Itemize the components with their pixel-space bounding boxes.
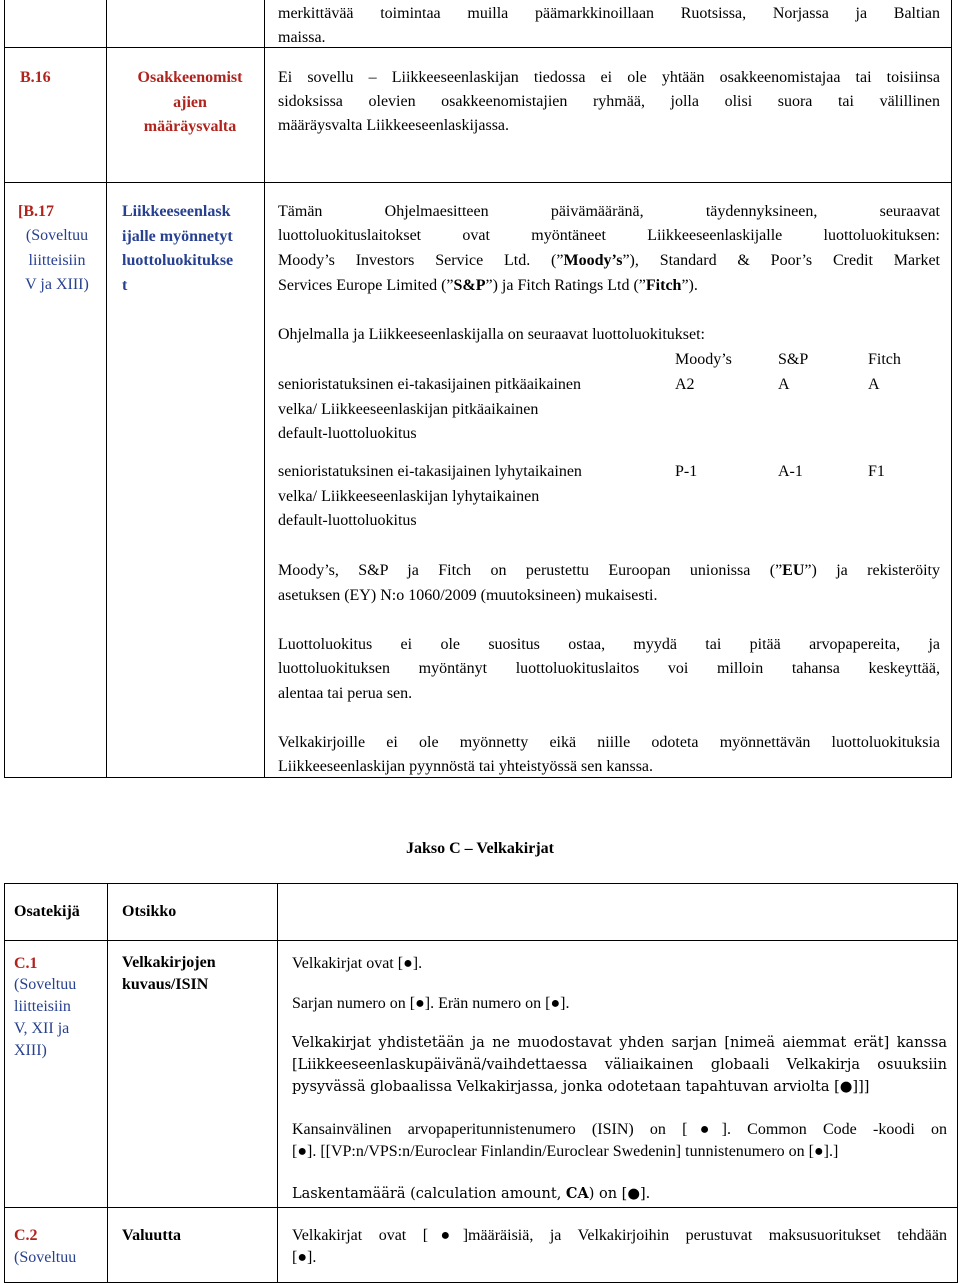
paragraph-line: luottoluokituslaitokset ovat myöntäneet Liikkeeseenlaskijalle luottoluokituksen:	[278, 227, 940, 244]
paragraph-line: Tämän Ohjelmaesitteen päivämääränä, täydennyksineen, seuraavat	[278, 203, 940, 220]
column-header-issuer: Osatekijä	[14, 903, 80, 920]
element-code: C.2	[14, 1227, 38, 1244]
paragraph-line: alentaa tai perua sen.	[278, 685, 413, 702]
paragraph-line: Liikkeeseenlaskijan pyynnöstä tai yhteistyössä sen kanssa.	[278, 758, 654, 775]
element-title: Valuutta	[122, 1227, 181, 1244]
element-code: [B.17	[18, 203, 54, 220]
rating-value: A	[868, 376, 880, 393]
paragraph-line: määräysvalta Liikkeeseenlaskijassa.	[278, 117, 510, 134]
paragraph-line: asetuksen (EY) N:o 1060/2009 (muutoksineen) mukaisesti.	[278, 587, 658, 604]
rating-value: A	[778, 376, 790, 393]
paragraph-line: pysyvässä globaalissa Velkakirjassa, jonka odotetaan tapahtuvan arviolta [●]]]	[292, 1079, 870, 1095]
element-title: Osakkeenomist ajien määräysvalta	[137, 69, 243, 135]
paragraph-line: [Liikkeeseenlaskupäivänä/vaihdettaessa väliaikainen globaali Velkakirja osuuksiin	[292, 1057, 947, 1073]
applies-to-annex: (Soveltuu	[14, 1249, 77, 1266]
paragraph-line: Ei sovellu – Liikkeeseenlaskijan tiedossa ei ole yhtään osakkeenomistajaa tai toisiinsa	[278, 69, 940, 86]
continued-text-line: maissa.	[278, 29, 326, 46]
rating-value: F1	[868, 463, 885, 480]
paragraph-line: Velkakirjoille ei ole myönnetty eikä niille odoteta myönnettävän luottoluokituksia	[278, 734, 940, 751]
divider	[107, 883, 108, 1283]
rating-row-label: senioristatuksinen ei-takasijainen pitkäaikainen velka/ Liikkeeseenlaskijan pitkäaikainen default-luottoluokitus	[278, 376, 582, 442]
divider	[951, 0, 952, 778]
paragraph-line: Moody’s Investors Service Ltd. (”Moody’s”), Standard & Poor’s Credit Market	[278, 252, 941, 269]
ratings-intro: Ohjelmalla ja Liikkeeseenlaskijalla on seuraavat luottoluokitukset:	[278, 326, 705, 343]
element-code: C.1	[14, 955, 38, 972]
section-heading: Jakso C – Velkakirjat	[405, 840, 555, 857]
divider	[277, 883, 278, 1283]
paragraph-line: Luottoluokitus ei ole suositus ostaa, myydä tai pitää arvopapereita, ja	[278, 636, 940, 653]
paragraph-line: Velkakirjat ovat [●].	[292, 955, 423, 972]
paragraph-line: Velkakirjat ovat [●]määräisiä, ja Velkakirjoihin perustuvat maksusuoritukset tehdään	[292, 1227, 947, 1244]
row-divider	[4, 182, 952, 183]
row-divider	[4, 47, 952, 48]
element-code: B.16	[20, 69, 51, 86]
paragraph-line: Services Europe Limited (”S&P”) ja Fitch Ratings Ltd (”Fitch”).	[278, 277, 698, 294]
column-header-title: Otsikko	[122, 903, 177, 920]
row-divider	[4, 940, 958, 941]
applies-to-annex: (Soveltuu liitteisiin V, XII ja XIII)	[14, 976, 77, 1059]
paragraph-line: [●]. [[VP:n/VPS:n/Euroclear Finlandin/Euroclear Swedenin] tunnistenumero on [●].]	[292, 1143, 839, 1160]
agency-header: Moody’s	[675, 351, 732, 368]
paragraph-line: luottoluokituksen myöntänyt luottoluokituslaitos voi milloin tahansa keskeyttää,	[278, 660, 940, 677]
rating-row-label: senioristatuksinen ei-takasijainen lyhytaikainen velka/ Liikkeeseenlaskijan lyhytaikainen default-luottoluokitus	[278, 463, 582, 529]
paragraph-line: Moody’s, S&P ja Fitch on perustettu Euroopan unionissa (”EU”) ja rekisteröity	[278, 562, 941, 579]
rating-value: A2	[675, 376, 695, 393]
paragraph-line: Velkakirjat yhdistetään ja ne muodostavat yhden sarjan [nimeä aiemmat erät] kanssa	[292, 1035, 947, 1051]
continued-text-line: merkittävää toimintaa muilla päämarkkinoillaan Ruotsissa, Norjassa ja Baltian	[278, 5, 940, 22]
paragraph-line: Laskentamäärä (calculation amount, CA) on [●].	[292, 1185, 651, 1202]
element-title: Liikkeeseenlask ijalle myönnetyt luottoluokitukse t	[122, 203, 234, 294]
agency-header: Fitch	[868, 351, 901, 368]
paragraph-line: Kansainvälinen arvopaperitunnistenumero (ISIN) on [●]. Common Code -koodi on	[292, 1121, 947, 1138]
applies-to-annex: (Soveltuu liitteisiin V ja XIII)	[25, 227, 89, 293]
paragraph-line: sidoksissa olevien osakkeenomistajien ryhmää, jolla olisi suora tai välillinen	[278, 93, 940, 110]
agency-header: S&P	[778, 351, 809, 368]
paragraph-line: Sarjan numero on [●]. Erän numero on [●].	[292, 995, 570, 1012]
divider	[264, 0, 265, 778]
row-divider	[4, 1207, 958, 1208]
paragraph-line: [●].	[292, 1249, 317, 1266]
element-title: Velkakirjojen kuvaus/ISIN	[122, 954, 216, 993]
divider	[106, 0, 107, 778]
rating-value: P-1	[675, 463, 698, 480]
rating-value: A-1	[778, 463, 803, 480]
